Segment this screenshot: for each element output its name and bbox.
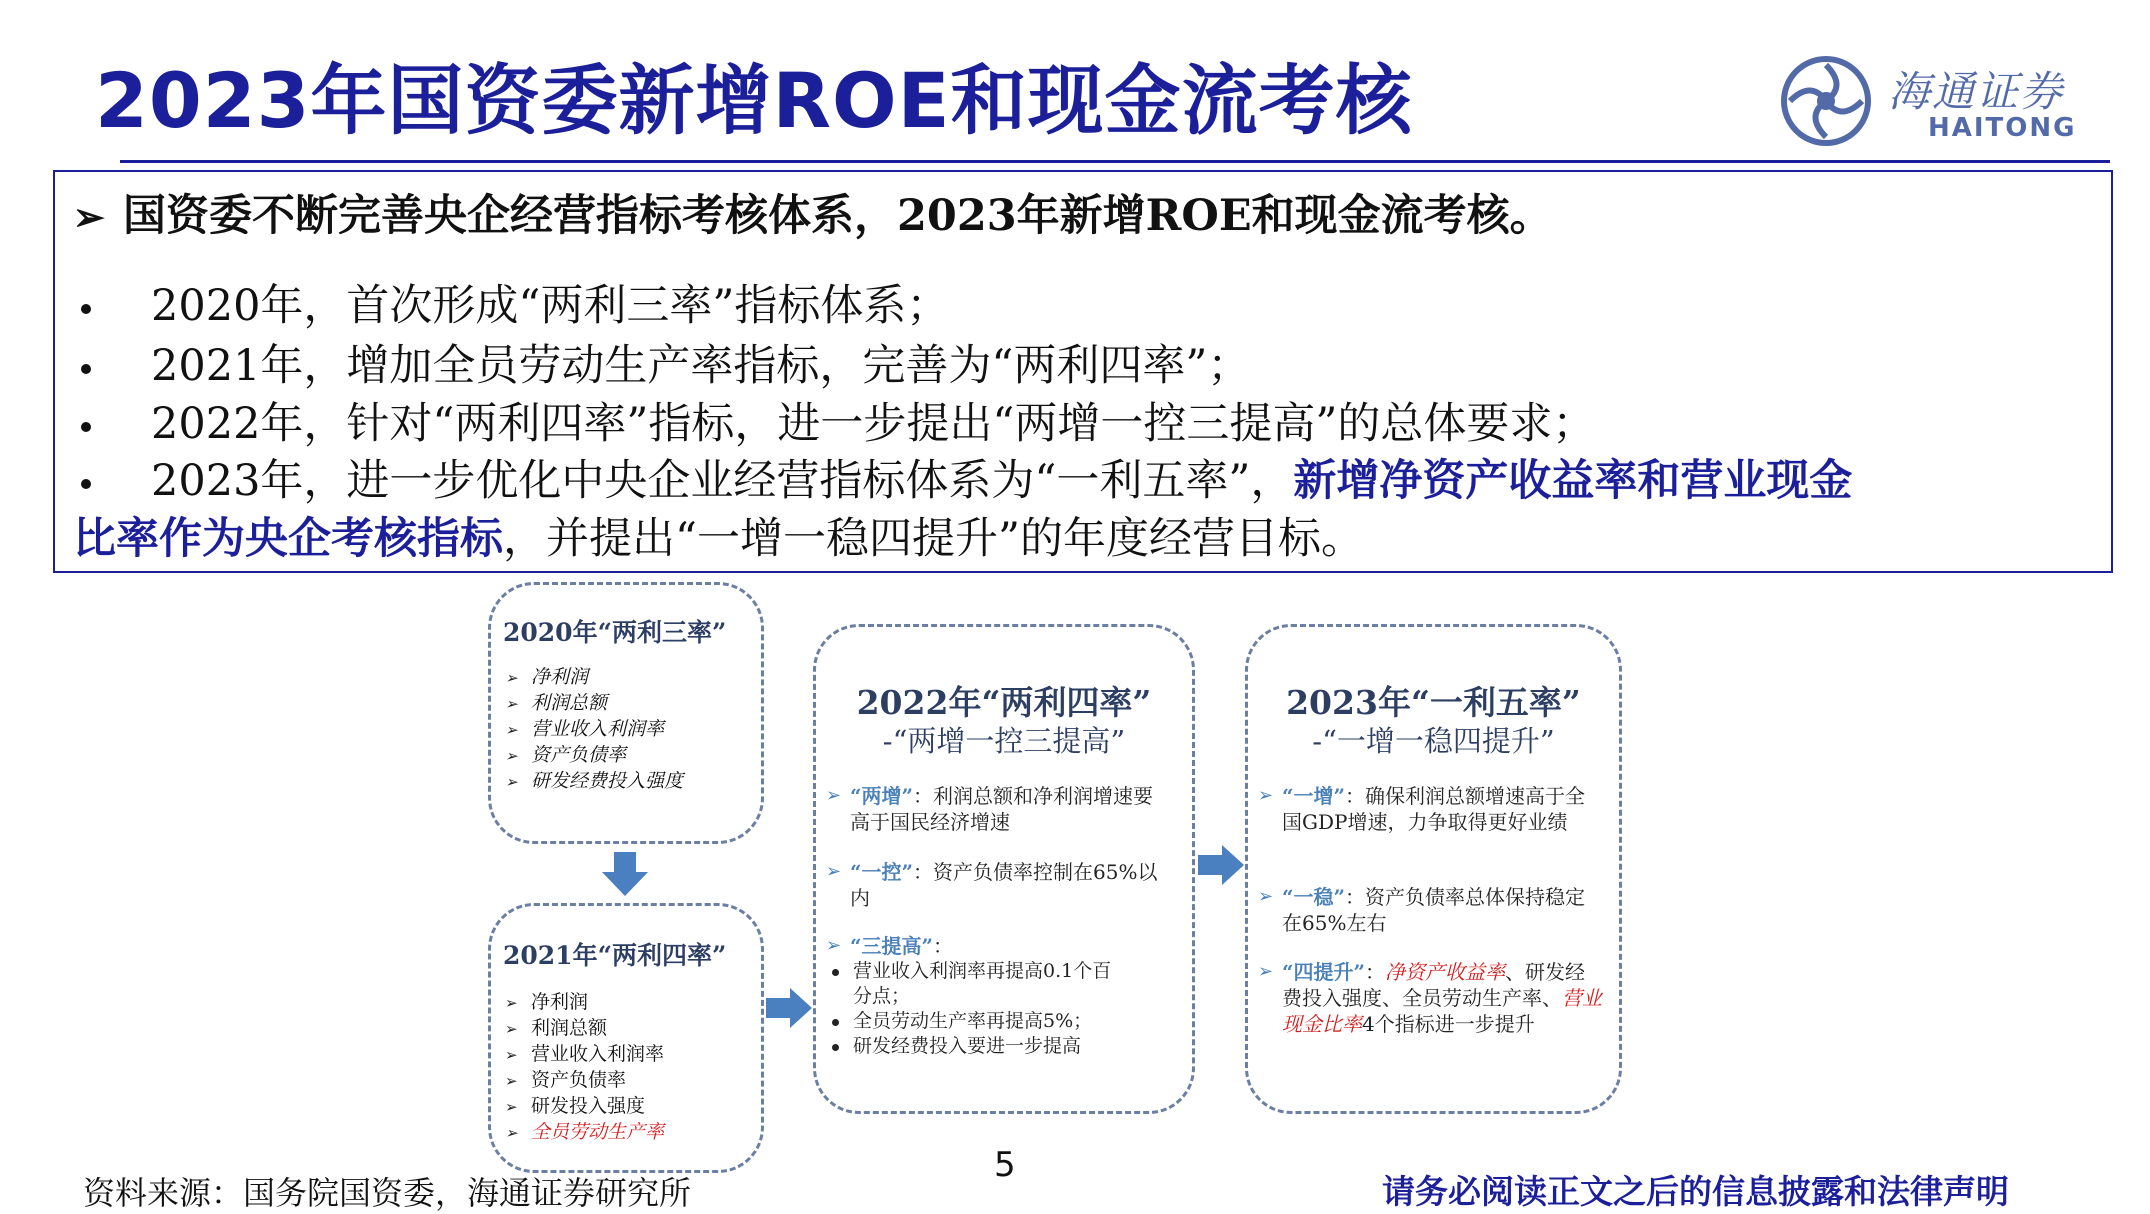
- list-item: [832, 959, 1111, 984]
- summary-bullet-text: 2021年，增加全员劳动生产率指标，完善为“两利四率”；: [151, 341, 1251, 391]
- summary-bullet: [75, 390, 1595, 451]
- box-2023-point-2: [1258, 884, 1602, 936]
- list-item: [832, 1009, 1111, 1034]
- box-2022-point-1: [826, 783, 1170, 835]
- list-item-label: 资产负债率: [531, 1069, 627, 1091]
- list-item: [832, 984, 1111, 1009]
- list-item: [505, 665, 683, 691]
- chevron-icon: ➢: [505, 1046, 518, 1064]
- point-text: ：: [933, 934, 954, 958]
- haitong-logo: [1780, 55, 2110, 155]
- box-2020-list: [505, 665, 683, 795]
- box-2023-point-3: [1258, 959, 1602, 1037]
- list-item-label: 分点；: [853, 985, 911, 1007]
- list-item-label: 净利润: [531, 991, 589, 1013]
- list-item: [505, 769, 683, 795]
- box-2021: [488, 903, 764, 1173]
- disclaimer-link[interactable]: 请务必阅读正文之后的信息披露和法律声明: [1382, 1172, 2009, 1211]
- chevron-icon: ➢: [1258, 961, 1274, 982]
- chevron-icon: ➢: [826, 785, 842, 806]
- point-keyword: “三提高”: [850, 934, 934, 958]
- down-arrow-icon: [602, 852, 648, 896]
- summary-bullet-continuation: [73, 505, 1364, 566]
- box-2022: [813, 624, 1195, 1114]
- list-item: [505, 990, 664, 1016]
- list-item-label: 营业收入利润率: [531, 1043, 665, 1065]
- chevron-icon: ➢: [505, 994, 518, 1012]
- point-text: ：资产负债率控制在65%以内: [850, 860, 1158, 910]
- list-item-label: 研发投入强度: [531, 1095, 646, 1117]
- point-text: 4个指标进一步提升: [1362, 1012, 1535, 1036]
- list-item-label: 研发经费投入强度: [531, 770, 684, 792]
- chevron-icon: ➢: [505, 1072, 518, 1090]
- point-highlight: 净资产收益率: [1385, 960, 1506, 984]
- right-arrow-icon: [1198, 845, 1244, 885]
- list-item-label: 营业收入利润率再提高0.1个百: [853, 960, 1112, 982]
- bullet-dot-icon: [81, 422, 91, 432]
- chevron-icon: ➢: [1258, 785, 1274, 806]
- box-2022-point-3: [826, 933, 1170, 959]
- list-item: [505, 691, 683, 717]
- list-item-label: 全员劳动生产率再提高5%；: [853, 1010, 1093, 1032]
- list-item: [505, 1016, 664, 1042]
- box-2021-list: [505, 990, 664, 1146]
- point-text: ：资产负债率总体保持稳定在65%左右: [1282, 885, 1586, 935]
- list-item-label: 利润总额: [531, 1017, 608, 1039]
- source-note: 资料来源：国务院国资委，海通证券研究所: [83, 1174, 692, 1212]
- list-item: [832, 1034, 1111, 1059]
- bullet-dot-icon: [81, 479, 91, 489]
- chevron-icon: ➢: [1258, 886, 1274, 907]
- point-text: 、研发经费投入强度、全员劳动生产率、: [1282, 960, 1586, 1010]
- box-2020-title: 2020年“两利三率”: [503, 618, 727, 647]
- box-2021-title: 2021年“两利四率”: [503, 941, 727, 970]
- summary-box: [53, 170, 2113, 573]
- summary-bullet: [75, 332, 1250, 393]
- haitong-logo-mark-icon: [1780, 55, 1872, 147]
- box-2022-title: 2022年“两利四率”: [856, 683, 1152, 722]
- bullet-dot-icon: [832, 969, 839, 976]
- summary-lead: [73, 182, 1553, 243]
- point-text: ：确保利润总额增速高于全国GDP增速，力争取得更好业绩: [1282, 784, 1586, 834]
- point-keyword: “一增”: [1282, 784, 1346, 808]
- point-text: ：利润总额和净利润增速要高于国民经济增速: [850, 784, 1154, 834]
- list-item: [505, 1094, 664, 1120]
- chevron-icon: ➢: [505, 721, 518, 739]
- chevron-icon: ➢: [505, 1020, 518, 1038]
- summary-bullet: [75, 447, 1852, 508]
- chevron-icon: ➢: [826, 935, 842, 956]
- point-keyword: “一控”: [850, 860, 914, 884]
- box-2022-sublist: [832, 959, 1111, 1059]
- box-2022-point-2: [826, 859, 1170, 911]
- list-item: [505, 717, 683, 743]
- box-2023-subtitle: -“一增一稳四提升”: [1312, 724, 1555, 758]
- point-keyword: “一稳”: [1282, 885, 1346, 909]
- list-item-label: 研发经费投入要进一步提高: [853, 1035, 1082, 1057]
- list-item-label: 全员劳动生产率: [531, 1121, 665, 1143]
- logo-chinese-text: 海通证券: [1888, 67, 2065, 116]
- point-text: ：: [1365, 960, 1386, 984]
- arrow-bullet-icon: ➢: [73, 194, 105, 239]
- list-item-label: 资产负债率: [531, 744, 627, 766]
- list-item: [505, 743, 683, 769]
- chevron-icon: ➢: [826, 861, 842, 882]
- box-2023-point-1: [1258, 783, 1602, 835]
- summary-lead-text: 国资委不断完善央企经营指标考核体系，2023年新增ROE和现金流考核。: [123, 191, 1553, 241]
- box-2020: [488, 582, 764, 844]
- summary-bullet-text: 2020年，首次形成“两利三率”指标体系；: [151, 281, 950, 331]
- chevron-icon: ➢: [505, 669, 518, 687]
- point-highlight: 营业现金比率: [1282, 986, 1602, 1036]
- summary-bullet-text: ，并提出“一增一稳四提升”的年度经营目标。: [503, 514, 1364, 564]
- chevron-icon: ➢: [505, 773, 518, 791]
- bullet-dot-icon: [81, 304, 91, 314]
- chevron-icon: ➢: [505, 1124, 518, 1142]
- box-2023-title: 2023年“一利五率”: [1286, 683, 1581, 722]
- right-arrow-icon: [766, 988, 812, 1028]
- point-keyword: “四提升”: [1282, 960, 1366, 984]
- logo-english-text: HAITONG: [1928, 113, 2077, 143]
- title-divider: [120, 160, 2110, 163]
- summary-bullet: [75, 272, 949, 333]
- page-number: 5: [994, 1145, 1016, 1185]
- bullet-dot-icon: [832, 1019, 839, 1026]
- summary-highlight: 新增净资产收益率和营业现金: [1293, 456, 1853, 506]
- bullet-dot-icon: [832, 1044, 839, 1051]
- summary-bullet-text: 2023年，进一步优化中央企业经营指标体系为“一利五率”，: [151, 456, 1294, 506]
- bullet-dot-icon: [81, 364, 91, 374]
- list-item-label: 营业收入利润率: [531, 718, 665, 740]
- summary-highlight: 比率作为央企考核指标: [73, 514, 503, 564]
- list-item-label: 利润总额: [531, 692, 608, 714]
- point-keyword: “两增”: [850, 784, 914, 808]
- list-item-new: [505, 1120, 664, 1146]
- list-item: [505, 1042, 664, 1068]
- list-item-label: 净利润: [531, 666, 589, 688]
- list-item: [505, 1068, 664, 1094]
- chevron-icon: ➢: [505, 747, 518, 765]
- chevron-icon: ➢: [505, 1098, 518, 1116]
- summary-bullet-text: 2022年，针对“两利四率”指标，进一步提出“两增一控三提高”的总体要求；: [151, 399, 1596, 449]
- chevron-icon: ➢: [505, 695, 518, 713]
- box-2022-subtitle: -“两增一控三提高”: [882, 724, 1126, 758]
- box-2023: [1245, 624, 1622, 1114]
- page-title: 2023年国资委新增ROE和现金流考核: [95, 56, 1413, 145]
